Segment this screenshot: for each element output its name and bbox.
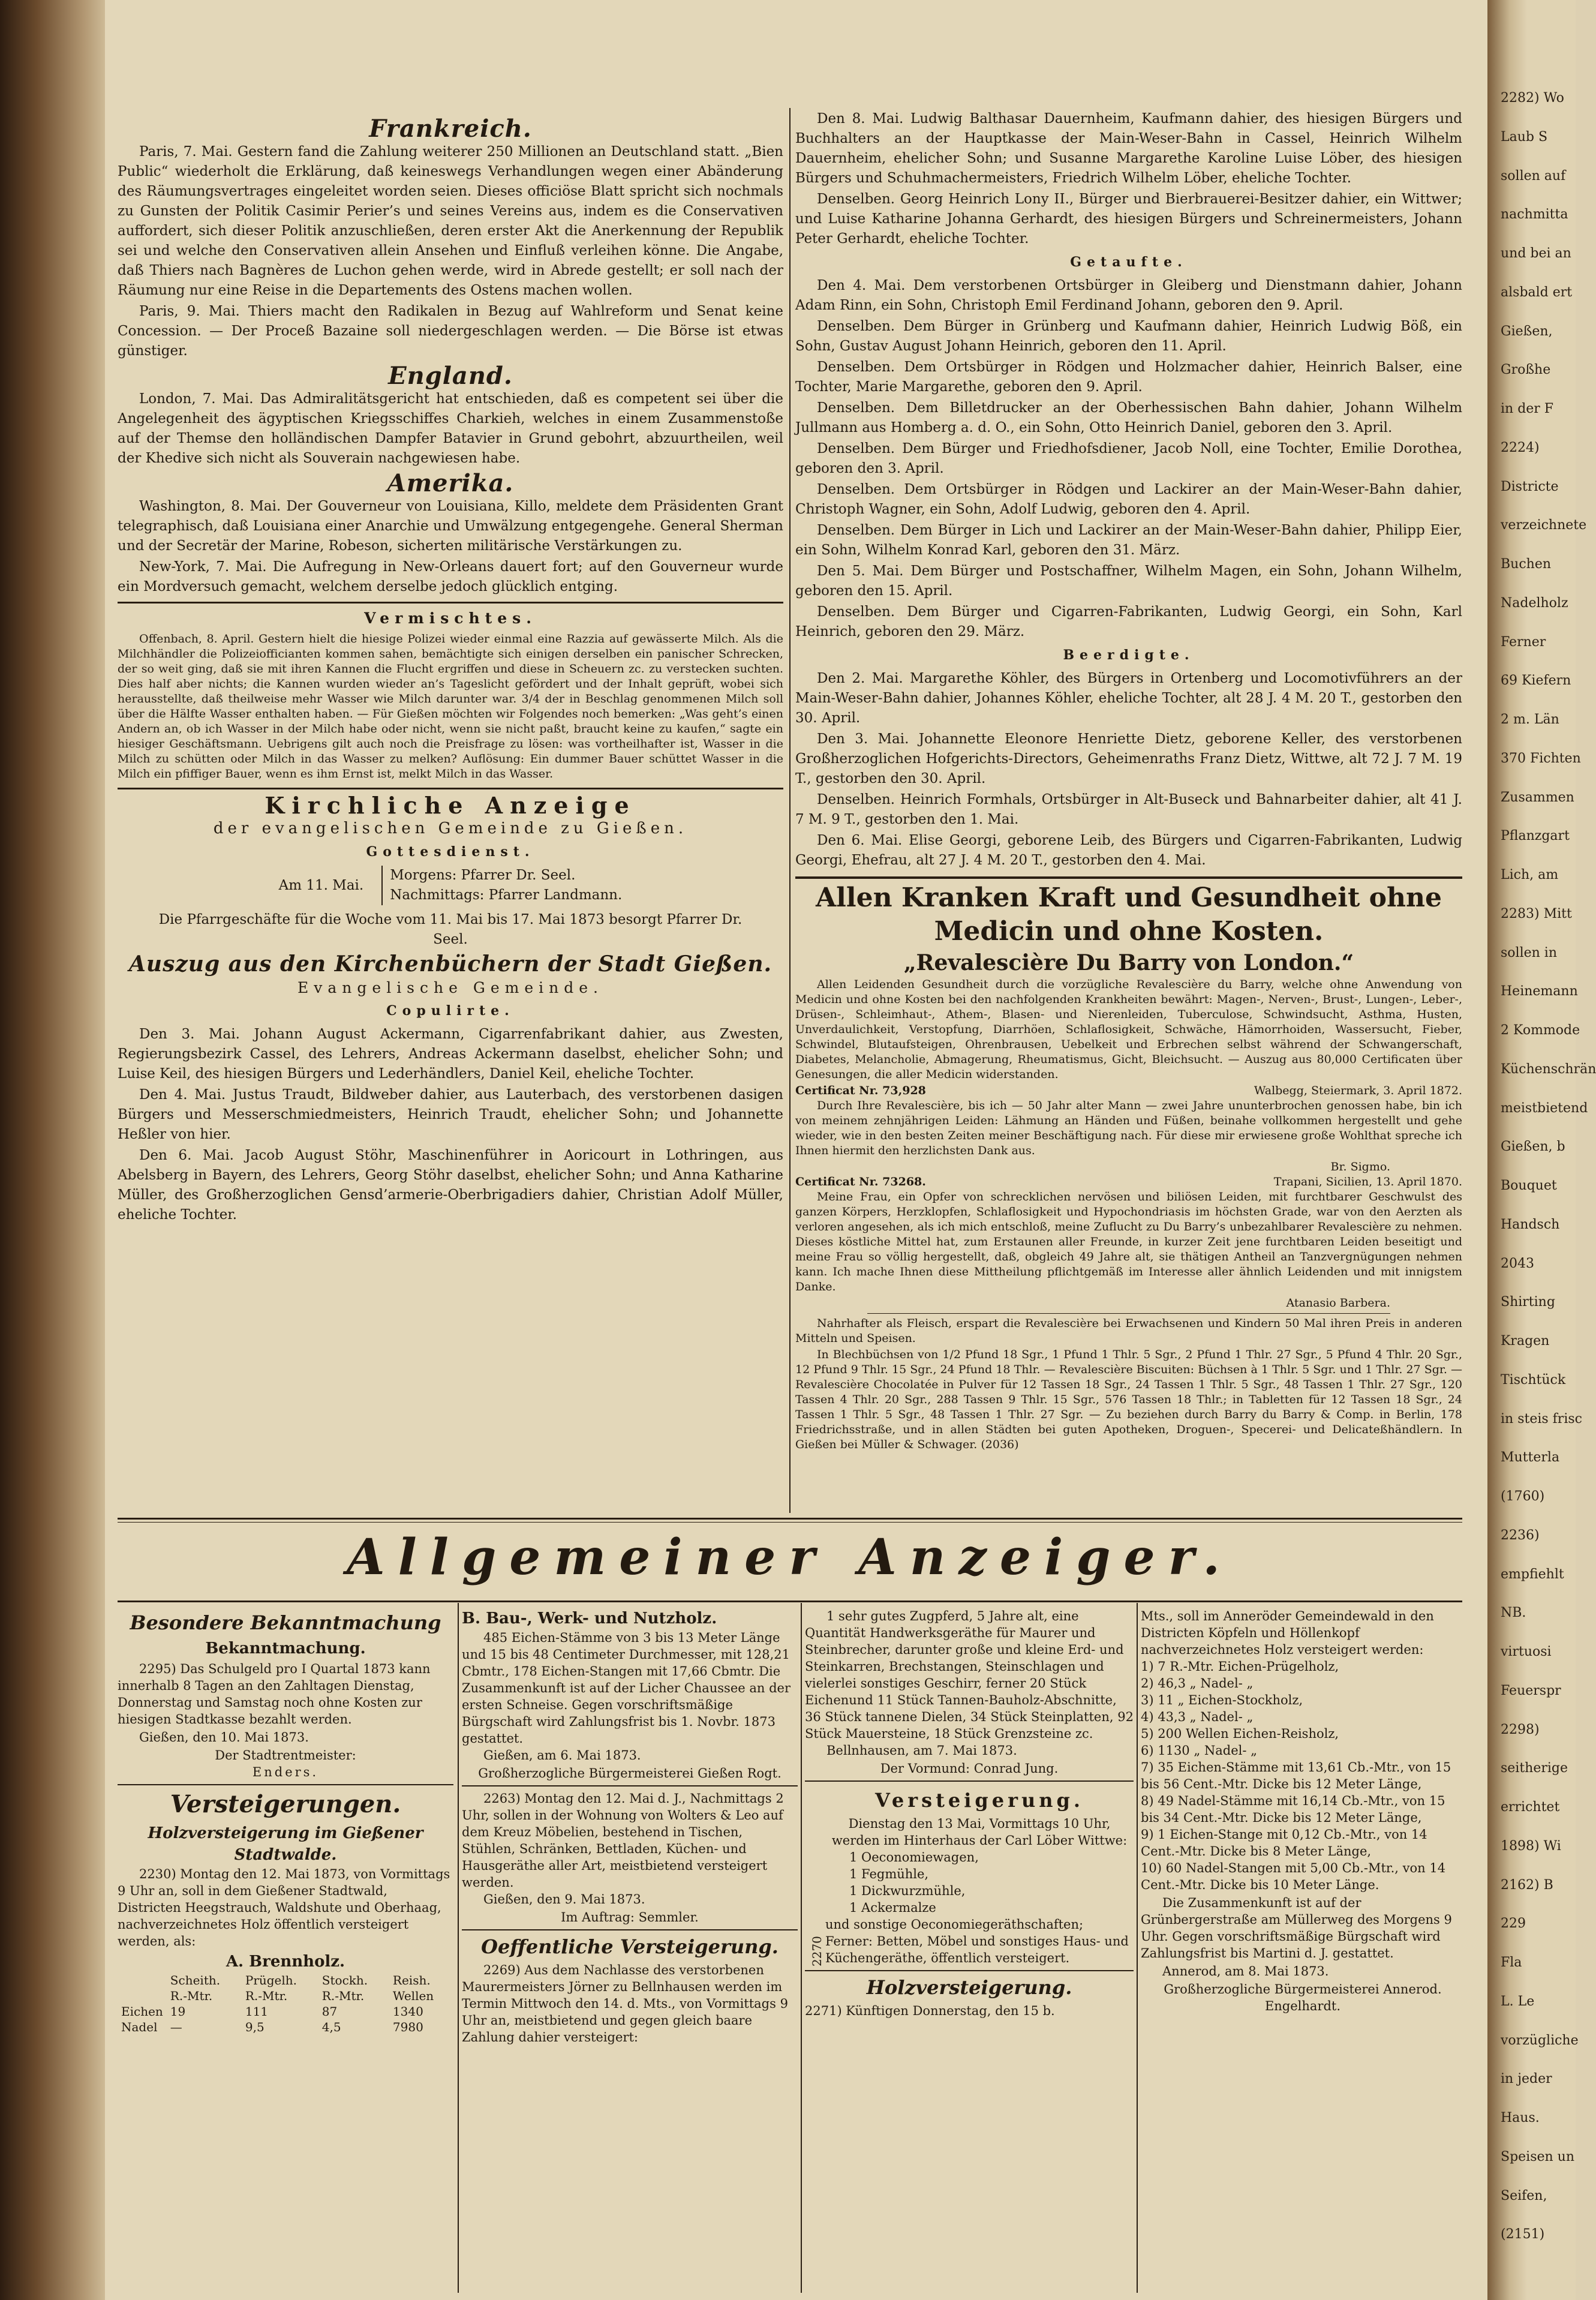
- ad-column-divider: [458, 1603, 459, 2293]
- oeffentliche-title: Oeffentliche Versteigerung.: [481, 1935, 779, 1958]
- adjacent-page-edge: [1487, 0, 1596, 2300]
- edge-fragment: Zusammen: [1501, 789, 1574, 805]
- france-title: Frankreich.: [369, 115, 532, 143]
- beerdigte-entry: Den 2. Mai. Margarethe Köhler, des Bürgers in Ortenberg und Locomotivführers an der Main-Weser-Bahn dahier, Johannes Köhler, eheliche Tochter, alt 28 J. 4 M. 20 T., gestorben den 30. April.: [795, 671, 1462, 726]
- edge-fragment: 2162) B: [1501, 1877, 1553, 1893]
- cert2-place: Trapani, Sicilien, 13. April 1870.: [1273, 1175, 1462, 1188]
- annerod-signature: Großherzogliche Bürgermeisterei Annerod. Engelhardt.: [1164, 1982, 1442, 2013]
- annerod-end: Die Zusammenkunft ist auf der Grünbergerstraße am Müllerweg des Morgens 9 Uhr. Gegen vorschriftsmäßige Bürgschaft wird Zahlungsfrist bis Martini d. J. gestattet.: [1141, 1896, 1452, 1960]
- edge-fragment: 2043: [1501, 1256, 1534, 1271]
- kirchliche-subtitle: der evangelischen Gemeinde zu Gießen.: [213, 819, 688, 837]
- versteigerung-2269-text: 2269) Aus dem Nachlasse des verstorbenen Maurermeisters Jörner zu Bellnhausen werden im Termin Mittwoch den 14. d. Mts., von Vormittags 9 Uhr an, meistbietend und gegen gleich baare Zahlung dahier versteigert:: [462, 1963, 788, 2044]
- gemeinde-title: Evangelische Gemeinde.: [297, 979, 603, 996]
- edge-fragment: 2 m. Län: [1501, 712, 1559, 727]
- edge-fragment: Gießen, b: [1501, 1139, 1565, 1155]
- left-column: [118, 114, 783, 1226]
- getaufte-entry: Denselben. Dem Bürger und Friedhofsdiener, Jacob Noll, eine Tochter, Emilie Dorothea, geboren den 3. April.: [795, 441, 1462, 476]
- getaufte-entry: Den 5. Mai. Dem Bürger und Postschaffner, Wilhelm Magen, ein Sohn, Johann Wilhelm, geboren den 15. April.: [795, 563, 1462, 599]
- edge-fragment: Kragen: [1501, 1334, 1550, 1349]
- edge-fragment: Laub S: [1501, 129, 1548, 145]
- edge-fragment: in der F: [1501, 401, 1554, 416]
- copulirte-entry: Den 3. Mai. Johann August Ackermann, Cigarrenfabrikant dahier, aus Zwesten, Regierungsbezirk Cassel, des Lehrers, Andreas Ackermann daselbst, ehelicher Sohn; und Luise Keil, des hiesigen Bürgers und Lederhändlers, Daniel Keil, eheliche Tochter.: [118, 1026, 783, 1082]
- cert2-number: Certificat Nr. 73268.: [795, 1175, 926, 1188]
- edge-fragment: sollen in: [1501, 945, 1557, 960]
- versteigerung-2270-more: Ferner: Betten, Möbel und sonstiges Haus- und Küchengeräthe, öffentlich versteigert.: [825, 1934, 1129, 1965]
- kirchliche-title: Kirchliche Anzeige: [265, 792, 636, 819]
- ad-number-2270: 2270: [810, 1936, 824, 1966]
- divider: [867, 1313, 1390, 1314]
- beerdigte-entry: Den 3. Mai. Johannette Eleonore Henriette Dietz, geborene Keller, des verstorbenen Großherzoglichen Hofgerichts-Directors, Geheimenraths Franz Dietz, Wittwe, alt 72 J. 7 M. 19 T., gestorben den 30. April.: [795, 731, 1462, 786]
- table-cell: 4,5: [321, 2020, 341, 2034]
- edge-fragment: Heinemann: [1501, 984, 1578, 999]
- holzversteigerung-title: Holzversteigerung im Gießener Stadtwalde.: [148, 1824, 423, 1864]
- bekanntmachung-title: Bekanntmachung.: [205, 1640, 366, 1658]
- list-item: 8) 49 Nadel-Stämme mit 16,14 Cb.-Mtr., von 15 bis 34 Cent.-Mtr. Dicke bis 12 Meter Länge,: [1141, 1794, 1445, 1825]
- table-row: [118, 2004, 453, 2019]
- getaufte-entry: Denselben. Dem Billetdrucker an der Oberhessischen Bahn dahier, Johann Wilhelm Jullmann aus Homberg a. d. O., ein Sohn, Otto Heinrich Daniel, geboren den 3. April.: [795, 400, 1462, 436]
- list-item: 1 Fegmühle,: [849, 1867, 929, 1881]
- ad-column-1: [118, 1608, 453, 2035]
- vermischtes-text: Offenbach, 8. April. Gestern hielt die hiesige Polizei wieder einmal eine Razzia auf gewässerte Milch. Als die Milchhändler die Polizeiofficianten kommen sahen, bemächtigte sich einigen derselben ein panischer Schrecken, der so weit ging, daß sie mit ihren Kannen die Flucht ergriffen und diese in Scheuern zc. zu verstecken suchten. Dies half aber nichts; die Kannen wurden wieder an’s Tageslicht gefördert und der Inhalt geprüft, wobei sich herausstellte, daß theilweise mehr Wasser wie Milch darunter war. 3/4 der in Beschlag genommenen Milch soll über die Hälfte Wasser enthalten haben. — Für Gießen möchten wir Folgendes noch bemerken: „Was geht’s einen Andern an, ob ich Wasser in der Milch habe oder nicht, wenn sie nicht paßt, braucht keine zu kaufen,“ sagte ein hiesiger Geschäftsmann. Uebrigens gilt auch noch die Preisfrage zu lösen: was vortheilhafter ist, Wasser in die Milch zu schütten oder Milch in das Wasser zu melken? Auflösung: Ein dummer Bauer schüttet Wasser in die Milch ein pfiffiger Bauer, wenn es ihm Ernst ist, melkt Milch in das Wasser.: [118, 632, 783, 780]
- gottesdienst-title: Gottesdienst.: [366, 844, 535, 860]
- list-item: 2) 46,3 „ Nadel- „: [1141, 1676, 1254, 1691]
- getaufte-entry: Denselben. Dem Bürger in Lich und Lackirer an der Main-Weser-Bahn dahier, Philipp Eier, ein Sohn, Wilhelm Konrad Karl, geboren den 31. März.: [795, 523, 1462, 558]
- copulirte-entry: Denselben. Georg Heinrich Lony II., Bürger und Bierbrauerei-Besitzer dahier, ein Wittwer; und Luise Katharine Johanna Gerhardt, des hiesigen Bürgers und Schreinermeisters, Johann Peter Gerhardt, eheliche Tochter.: [795, 191, 1462, 247]
- edge-fragment: Mutterla: [1501, 1450, 1560, 1466]
- nachlass-signature: Der Vormund: Conrad Jung.: [880, 1761, 1059, 1776]
- edge-fragment: 69 Kiefern: [1501, 673, 1571, 689]
- cert1-number: Certificat Nr. 73,928: [795, 1084, 926, 1097]
- masthead-top-rule: [118, 1522, 1462, 1523]
- edge-fragment: Tischtück: [1501, 1372, 1566, 1388]
- column-divider: [789, 108, 791, 1513]
- edge-fragment: verzeichnete: [1501, 518, 1587, 533]
- list-item: 4) 43,3 „ Nadel- „: [1141, 1710, 1254, 1724]
- edge-fragment: in jeder: [1501, 2071, 1552, 2087]
- bekanntmachung-sig: Der Stadtrentmeister:: [215, 1748, 356, 1762]
- edge-fragment: Lich, am: [1501, 867, 1559, 882]
- list-item: 1 Oeconomiewagen,: [849, 1850, 979, 1864]
- edge-fragment: virtuosi: [1501, 1644, 1552, 1659]
- table-cell: Nadel: [121, 2020, 158, 2034]
- bekanntmachung-name: Enders.: [252, 1765, 319, 1779]
- table-row: [118, 2019, 453, 2035]
- getaufte-entry: Denselben. Dem Bürger und Cigarren-Fabrikanten, Ludwig Georgi, ein Sohn, Karl Heinrich, geboren den 29. März.: [795, 604, 1462, 639]
- edge-fragment: Großhe: [1501, 362, 1551, 378]
- masthead-top-rule: [118, 1518, 1462, 1520]
- edge-fragment: und bei an: [1501, 246, 1571, 261]
- masthead-bottom-rule: [118, 1601, 1462, 1602]
- versteigerungen-title: Versteigerungen.: [170, 1790, 401, 1818]
- service-date: Am 11. Mai.: [278, 877, 364, 893]
- annerod-intro: Mts., soll im Anneröder Gemeindewald in den Districten Köpfeln und Höllenkopf nachverzeichnetes Holz versteigert werden:: [1141, 1609, 1434, 1657]
- versteigerung-2270-text: Dienstag den 13 Mai, Vormittags 10 Uhr, werden im Hinterhaus der Carl Löber Wittwe:: [831, 1816, 1128, 1848]
- getaufte-entry: Den 4. Mai. Dem verstorbenen Ortsbürger in Gleiberg und Dienstmann dahier, Johann Adam Rinn, ein Sohn, Christoph Emil Ferdinand Johann, geboren den 9. April.: [795, 278, 1462, 313]
- getaufte-title: Getaufte.: [1070, 254, 1188, 270]
- beerdigte-entry: Denselben. Heinrich Formhals, Ortsbürger in Alt-Buseck und Bahnarbeiter dahier, alt 41 J. 7 M. 9 T., gestorben den 1. Mai.: [795, 792, 1462, 827]
- auszug-title: Auszug aus den Kirchenbüchern der Stadt Gießen.: [128, 951, 773, 977]
- table-cell: 19: [170, 2004, 186, 2019]
- table-cell: Eichen: [121, 2004, 163, 2019]
- edge-fragment: NB.: [1501, 1605, 1526, 1621]
- getaufte-entry: Denselben. Dem Ortsbürger in Rödgen und Holzmacher dahier, Heinrich Balser, eine Tochter, Marie Margarethe, geboren den 9. April.: [795, 359, 1462, 395]
- bau-signature: Großherzogliche Bürgermeisterei Gießen Rogt.: [478, 1766, 782, 1780]
- bekanntmachung-date: Gießen, den 10. Mai 1873.: [139, 1730, 309, 1744]
- table-cell: 87: [321, 2004, 338, 2019]
- edge-fragment: (2151): [1501, 2227, 1545, 2242]
- france-paris-1: Paris, 7. Mai. Gestern fand die Zahlung weiterer 250 Millionen an Deutschland statt. „Bien Public“ wiederholt die Erklärung, daß keineswegs Verhandlungen wegen einer Abänderung des Räumungsvertrages eingeleitet worden seien. Dieses officiöse Blatt spricht sich nochmals zu Gunsten der Politik Casimir Perier’s und seines Vereins aus, indem es die Conservativen auffordert, sich dieser Politik anzuschließen, deren erster Akt die Anerkennung der Republik sei und welche den Conservativen allein Ansehen und Einfluß verleihen könne. Die Angabe, daß Thiers nach Bagnères de Luchon gehen werde, wird in Abrede gestellt; er soll nach der Räumung nur eine Reise in die Departements des Ostens machen wollen.: [118, 144, 783, 298]
- edge-fragment: Speisen un: [1501, 2149, 1575, 2164]
- cert1-text: Durch Ihre Revalescière, bis ich — 50 Jahr alter Mann — zwei Jahre ununterbrochen genossen habe, bin ich von meinem zehnjährigen Leiden: Lähmung an Händen und Füßen, beinahe vollkommen hergestellt und gehe wieder, wie in den besten Zeiten meiner Beschäftigung nach. Für diese mir erwiesene große Wohlthat spreche ich Ihnen hiermit den herzlichsten Dank aus.: [795, 1099, 1462, 1157]
- table-cell: 1340: [392, 2004, 423, 2019]
- versteigerung-2263-text: 2263) Montag den 12. Mai d. J., Nachmittags 2 Uhr, sollen in der Wohnung von Wolters & Leo auf dem Kreuz Möbelien, bestehend in Tischen, Stühlen, Schränken, Bettladen, Küchen- und Hausgeräthe aller Art, meistbietend versteigert werden.: [462, 1791, 784, 1890]
- list-item: und sonstige Oeconomiegeräthschaften;: [825, 1917, 1084, 1932]
- edge-fragment: empfiehlt: [1501, 1566, 1564, 1582]
- edge-fragment: Küchenschrän: [1501, 1061, 1596, 1077]
- list-item: 3) 11 „ Eichen-Stockholz,: [1141, 1693, 1303, 1707]
- table-cell: 9,5: [245, 2020, 265, 2034]
- versteigerung-2263-sig: Im Auftrag: Semmler.: [561, 1910, 699, 1924]
- versteigerung-2263-date: Gießen, den 9. Mai 1873.: [483, 1892, 645, 1906]
- getaufte-entry: Denselben. Dem Ortsbürger in Rödgen und Lackirer an der Main-Weser-Bahn dahier, Christoph Wagner, ein Sohn, Adolf Ludwig, geboren den 4. April.: [795, 482, 1462, 517]
- table-cell: 7980: [392, 2020, 423, 2034]
- annerod-date: Annerod, am 8. Mai 1873.: [1162, 1964, 1329, 1978]
- book-spine: [0, 0, 105, 2300]
- bekanntmachung-text: 2295) Das Schulgeld pro I Quartal 1873 kann innerhalb 8 Tagen an den Zahltagen Dienstag, Donnerstag und Samstag noch ohne Kosten zur hiesigen Stadtkasse bezahlt werden.: [118, 1662, 431, 1726]
- table-header: [118, 1972, 167, 2004]
- edge-fragment: L. Le: [1501, 1993, 1535, 2009]
- edge-fragment: alsbald ert: [1501, 284, 1573, 300]
- divider: [462, 1929, 798, 1930]
- table-cell: —: [170, 2020, 182, 2034]
- edge-fragment: Handsch: [1501, 1217, 1560, 1232]
- edge-fragment: 229: [1501, 1916, 1526, 1932]
- edge-fragment: Gießen,: [1501, 323, 1553, 339]
- divider: [805, 1780, 1134, 1782]
- edge-fragment: 1898) Wi: [1501, 1838, 1561, 1854]
- copulirte-title: Copulirte.: [386, 1003, 515, 1019]
- beerdigte-title: Beerdigte.: [1063, 647, 1195, 663]
- revalesciere-price: Nahrhafter als Fleisch, erspart die Revalescière bei Erwachsenen und Kindern 50 Mal ihren Preis in anderen Mitteln und Speisen.: [795, 1317, 1462, 1345]
- revalesciere-headline-3: „Revalescière Du Barry von London.“: [903, 950, 1354, 975]
- holzversteigerung-2271-text: 2271) Künftigen Donnerstag, den 15 b.: [805, 2004, 1055, 2018]
- edge-fragment: 2 Kommode: [1501, 1023, 1580, 1038]
- edge-fragment: Bouquet: [1501, 1178, 1557, 1193]
- list-item: 1 Dickwurzmühle,: [849, 1884, 966, 1898]
- edge-fragment: Feuerspr: [1501, 1683, 1561, 1698]
- edge-fragment: 370 Fichten: [1501, 750, 1581, 766]
- besondere-title: Besondere Bekanntmachung: [130, 1611, 441, 1634]
- table-header: Scheith. R.-Mtr.: [170, 1973, 221, 2003]
- table-header: Reish. Wellen: [392, 1973, 434, 2003]
- pfarrgeschaefte: Die Pfarrgeschäfte für die Woche vom 11. Mai bis 17. Mai 1873 besorgt Pfarrer Dr. Seel.: [158, 912, 743, 947]
- edge-fragment: Seifen,: [1501, 2188, 1547, 2203]
- table-header: Stockh. R.-Mtr.: [321, 1973, 368, 2003]
- list-item: 10) 60 Nadel-Stangen mit 5,00 Cb.-Mtr., von 14 Cent.-Mtr. Dicke bis 10 Meter Länge.: [1141, 1861, 1446, 1892]
- revalesciere-tins: In Blechbüchsen von 1/2 Pfund 18 Sgr., 1 Pfund 1 Thlr. 5 Sgr., 2 Pfund 1 Thlr. 27 Sgr., 5 Pfund 4 Thlr. 20 Sgr., 12 Pfund 9 Thlr. 15 Sgr., 24 Pfund 18 Thlr. — Revalescière Biscuiten: Büchsen à 1 Thlr. 5 Sgr. und 1 Thlr. 27 Sgr. — Revalescière Chocolatée in Pulver für 12 Tassen 18 Sgr., 24 Tassen 1 Thlr. 5 Sgr., 48 Tassen 1 Thlr. 27 Sgr., 120 Tassen 4 Thlr. 20 Sgr., 288 Tassen 9 Thlr. 15 Sgr., 576 Tassen 18 Thlr.; in Tabletten für 12 Tassen 18 Sgr., 24 Tassen 1 Thlr. 5 Sgr., 48 Tassen 1 Thlr. 27 Sgr. — Zu beziehen durch Barry du Barry & Comp. in Berlin, 178 Friedrichsstraße, und in allen Städten bei guten Apotheken, Droguen-, Specerei- und Delicateßhändlern. In Gießen bei Müller & Schwager. (2036): [795, 1348, 1462, 1451]
- edge-fragment: 2283) Mitt: [1501, 906, 1572, 921]
- service-morning: Morgens: Pfarrer Dr. Seel.: [390, 867, 576, 883]
- edge-fragment: meistbietend: [1501, 1100, 1588, 1116]
- copulirte-entry: Den 8. Mai. Ludwig Balthasar Dauernheim, Kaufmann dahier, des hiesigen Bürgers und Buchhalters an der Hauptkasse der Main-Weser-Bahn in Cassel, Heinrich Wilhelm Dauernheim, ehelicher Sohn; und Susanne Margarethe Karoline Luise Löber, des hiesigen Bürgers und Schuhmachermeisters, Friedrich Wilhelm Löber, eheliche Tochter.: [795, 111, 1462, 186]
- america-washington: Washington, 8. Mai. Der Gouverneur von Louisiana, Killo, meldete dem Präsidenten Grant telegraphisch, daß Louisiana einer Anarchie und Umwälzung entgegengehe. General Sherman und der Secretär der Marine, Robeson, sicherten militärische Verstärkungen zu.: [118, 499, 783, 554]
- getaufte-entry: Denselben. Dem Bürger in Grünberg und Kaufmann dahier, Heinrich Ludwig Böß, ein Sohn, Gustav August Johann Heinrich, geboren den 11. April.: [795, 319, 1462, 354]
- edge-fragment: Shirting: [1501, 1295, 1555, 1310]
- france-paris-2: Paris, 9. Mai. Thiers macht den Radikalen in Bezug auf Wahlreform und Senat keine Concession. — Der Proceß Bazaine soll niedergeschlagen werden. — Die Börse ist etwas günstiger.: [118, 304, 783, 359]
- holzversteigerung-text: 2230) Montag den 12. Mai 1873, von Vormittags 9 Uhr an, soll in dem Gießener Stadtwald, Districten Heegstrauch, Waldshute und Oberhaag, nachverzeichnetes Holz öffentlich versteigert werden, als:: [118, 1867, 450, 1948]
- divider: [795, 876, 1462, 879]
- list-item: 6) 1130 „ Nadel- „: [1141, 1743, 1258, 1758]
- cert1-place: Walbegg, Steiermark, 3. April 1872.: [1254, 1084, 1462, 1097]
- divider: [118, 602, 783, 603]
- america-newyork: New-York, 7. Mai. Die Aufregung in New-Orleans dauert fort; auf den Gouverneur wurde ein Mordversuch gemacht, welchem derselbe jedoch glücklich entging.: [118, 559, 783, 594]
- cert1-signature: Br. Sigmo.: [1330, 1160, 1390, 1173]
- table-cell: 111: [245, 2004, 269, 2019]
- edge-fragment: Pflanzgart: [1501, 828, 1570, 844]
- list-item: 7) 35 Eichen-Stämme mit 13,61 Cb.-Mtr., von 15 bis 56 Cent.-Mtr. Dicke bis 12 Meter Länge,: [1141, 1760, 1451, 1791]
- list-item: 9) 1 Eichen-Stange mit 0,12 Cb.-Mtr., von 14 Cent.-Mtr. Dicke bis 8 Meter Länge,: [1141, 1827, 1427, 1858]
- edge-fragment: 2236): [1501, 1527, 1540, 1543]
- edge-fragment: Nadelholz: [1501, 595, 1568, 611]
- holzversteigerung-2271-title: Holzversteigerung.: [866, 1976, 1072, 1999]
- revalesciere-headline-2: Medicin und ohne Kosten.: [934, 916, 1324, 947]
- england-london: London, 7. Mai. Das Admiralitätsgericht hat entschieden, daß es competent sei über die Angelegenheit des ägyptischen Kriegsschiffes Charkieh, welches in einem Zusammenstoße auf der Themse den holländischen Dampfer Batavier in Grund gebohrt, abzuurtheilen, weil der Khedive sich nicht als Souverain nachgewiesen habe.: [118, 391, 783, 466]
- edge-fragment: Fla: [1501, 1955, 1522, 1970]
- edge-fragment: Ferner: [1501, 634, 1546, 650]
- beerdigte-entry: Den 6. Mai. Elise Georgi, geborene Leib, des Bürgers und Cigarren-Fabrikanten, Ludwig Georgi, Ehefrau, alt 27 J. 4 M. 20 T., gestorben den 4. Mai.: [795, 833, 1462, 868]
- ad-column-3: [805, 1608, 1134, 2019]
- divider: [462, 1785, 798, 1786]
- ad-column-divider: [1137, 1603, 1138, 2293]
- divider: [118, 788, 783, 789]
- list-item: 1 Ackermalze: [849, 1900, 936, 1915]
- england-title: England.: [388, 362, 513, 390]
- cert2-text: Meine Frau, ein Opfer von schrecklichen nervösen und biliösen Leiden, mit furchtbarer Geschwulst des ganzen Körpers, Herzklopfen, Schlaflosigkeit und Hypochondriasis im höchsten Grade, war von den Aerzten als verloren angesehen, als ich mich entschloß, meine Zuflucht zu Du Barry’s unbezahlbarer Revalescière zu nehmen. Dieses köstliche Mittel hat, zum Erstaunen aller Freunde, in kurzer Zeit jene furchtbaren Leiden beseitigt und meine Frau so völlig hergestellt, daß, obgleich 49 Jahre alt, sie thätigen Antheil an Tanzvergnügungen nehmen kann. Ich mache Ihnen diese Mittheilung pflichtgemäß im Interesse aller ähnlich Leidenden und mit innigstem Danke.: [795, 1190, 1462, 1293]
- edge-fragment: errichtet: [1501, 1800, 1560, 1815]
- ad-column-2: [462, 1608, 798, 2046]
- bau-date: Gießen, am 6. Mai 1873.: [483, 1748, 641, 1762]
- edge-fragment: sollen auf: [1501, 168, 1566, 184]
- edge-fragment: Buchen: [1501, 557, 1552, 572]
- edge-fragment: nachmitta: [1501, 207, 1568, 223]
- divider: [118, 1784, 453, 1785]
- bau-text: 485 Eichen-Stämme von 3 bis 13 Meter Länge und 15 bis 48 Centimeter Durchmesser, mit 128,21 Cbmtr., 178 Eichen-Stangen mit 17,66 Cbmtr. Die Zusammenkunft ist auf der Licher Chaussee an der ersten Schneise. Gegen vorschriftsmäßige Bürgschaft wird Zahlungsfrist bis 1. Novbr. 1873 gestattet.: [462, 1631, 791, 1746]
- revalesciere-intro: Allen Leidenden Gesundheit durch die vorzügliche Revalescière du Barry, welche ohne Anwendung von Medicin und ohne Kosten bei den nachfolgenden Krankheiten bewährt: Magen-, Nerven-, Brust-, Lungen-, Leber-, Drüsen-, Schleimhaut-, Athem-, Blasen- und Nierenleiden, Tuberculose, Schwindsucht, Asthma, Husten, Unverdaulichkeit, Verstopfung, Diarrhöen, Schlaflosigkeit, Schwäche, Hämorrhoiden, Wassersucht, Fieber, Schwindel, Blutaufsteigen, Ohrenbrausen, Uebelkeit und Erbrechen selbst während der Schwangerschaft, Diabetes, Melancholie, Abmagerung, Rheumatismus, Gicht, Bleichsucht. — Auszug aus 80,000 Certificaten über Genesungen, die aller Medicin widerstanden.: [795, 978, 1462, 1081]
- edge-fragment: (1760): [1501, 1489, 1545, 1504]
- table-header: Prügelh. R.-Mtr.: [245, 1973, 297, 2003]
- edge-fragment: 2282) Wo: [1501, 91, 1564, 106]
- edge-fragment: Haus.: [1501, 2110, 1540, 2125]
- edge-fragment: in steis frisc: [1501, 1411, 1582, 1427]
- edge-fragment: vorzügliche: [1501, 2032, 1579, 2048]
- service-afternoon: Nachmittags: Pfarrer Landmann.: [390, 887, 623, 903]
- masthead-allgemeiner-anzeiger: Allgemeiner Anzeiger.: [347, 1529, 1233, 1586]
- brennholz-title: A. Brennholz.: [226, 1953, 345, 1971]
- revalesciere-headline-1: Allen Kranken Kraft und Gesundheit ohne: [816, 882, 1442, 913]
- cert2-signature: Atanasio Barbera.: [1286, 1296, 1390, 1310]
- copulirte-entry: Den 4. Mai. Justus Traudt, Bildweber dahier, aus Lauterbach, des verstorbenen dasigen Bürgers und Messerschmiedmeisters, Heinrich Traudt, ehelicher Sohn; und Johannette Heßler von hier.: [118, 1087, 783, 1142]
- edge-fragment: 2298): [1501, 1722, 1540, 1737]
- edge-fragment: Districte: [1501, 479, 1559, 494]
- versteigerung-2270-title: Versteigerung.: [874, 1789, 1084, 1812]
- list-item: 5) 200 Wellen Eichen-Reisholz,: [1141, 1726, 1339, 1741]
- edge-fragment: seitherige: [1501, 1761, 1568, 1776]
- vermischtes-title: Vermischtes.: [364, 609, 537, 627]
- nachlass-date: Bellnhausen, am 7. Mai 1873.: [826, 1743, 1017, 1758]
- edge-fragment: 2224): [1501, 440, 1540, 455]
- ad-column-divider: [801, 1603, 802, 2293]
- brennholz-table: [118, 1972, 453, 2035]
- america-title: Amerika.: [387, 469, 514, 497]
- table-row: [118, 1972, 453, 2004]
- right-column: [795, 109, 1462, 1454]
- nachlass-items: 1 sehr gutes Zugpferd, 5 Jahre alt, eine Quantität Handwerksgeräthe für Maurer und Steinbrecher, darunter große und kleine Erd- und Steinkarren, Brechstangen, Steinschlagen und vielerlei sonstiges Geschirr, ferner 20 Stück Eichenund 11 Stück Tannen-Bauholz-Abschnitte, 36 Stück tannene Dielen, 34 Stück Steinplatten, 92 Stück Mauersteine, 18 Stück Grenzsteine zc.: [805, 1609, 1134, 1741]
- bau-title: B. Bau-, Werk- und Nutzholz.: [462, 1610, 717, 1628]
- ad-column-4: [1141, 1608, 1465, 2014]
- copulirte-entry: Den 6. Mai. Jacob August Stöhr, Maschinenführer in Aoricourt in Lothringen, aus Abelsberg in Bayern, des Lehrers, Georg Stöhr daselbst, ehelicher Sohn; und Anna Katharine Müller, des Großherzoglichen Gensd’armerie-Oberbrigadiers dahier, Christian Adolf Müller, eheliche Tochter.: [118, 1148, 783, 1223]
- divider: [805, 1970, 1134, 1971]
- list-item: 1) 7 R.-Mtr. Eichen-Prügelholz,: [1141, 1659, 1339, 1674]
